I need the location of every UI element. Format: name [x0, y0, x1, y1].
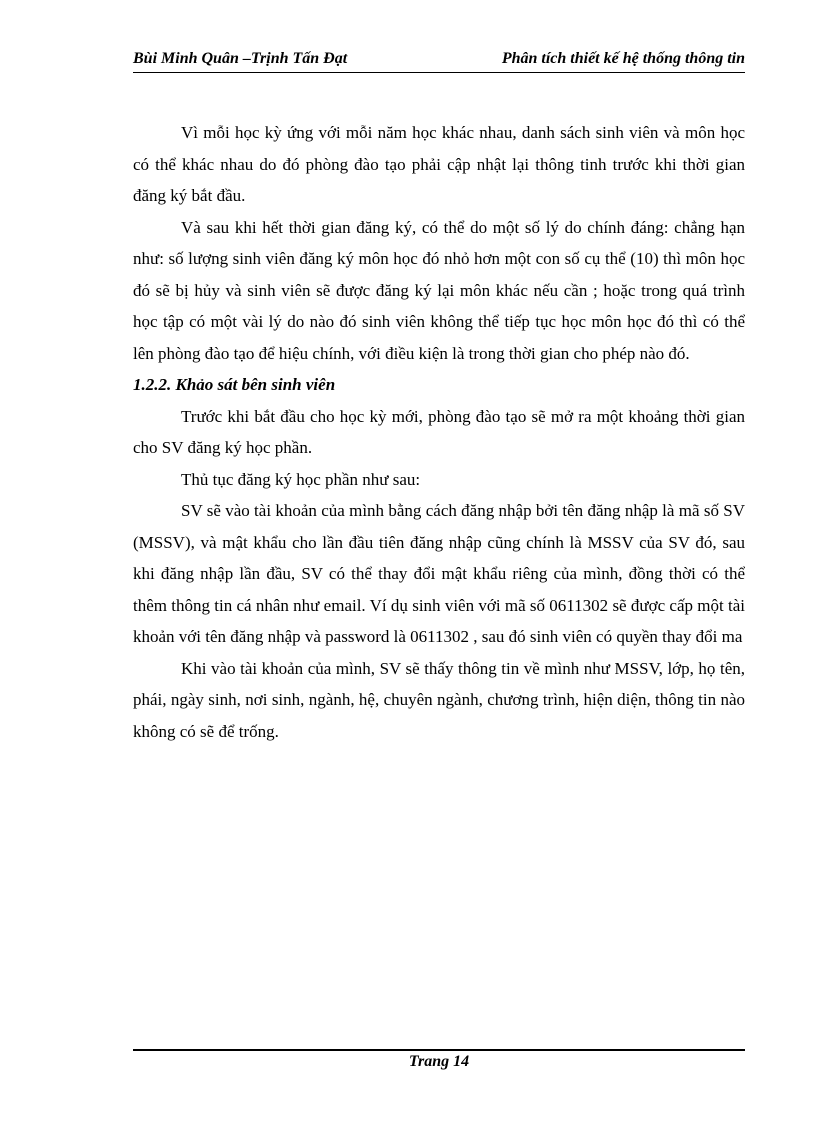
paragraph-5: SV sẽ vào tài khoản của mình bằng cách đăng nhập bởi tên đăng nhập là mã số SV (MSSV), và mật khẩu cho lần đầu tiên đăng nhập cũng chính là MSSV của SV đó, sau khi đăng nhập lần đầu, SV có thể thay đổi mật khẩu riêng của mình, đồng thời có thể thêm thông tin cá nhân như email. Ví dụ sinh viên với mã số 0611302 sẽ được cấp một tài khoản với tên đăng nhập và password là 0611302 , sau đó sinh viên có quyền thay đổi ma: [133, 501, 745, 646]
header-authors: Bùi Minh Quân –Trịnh Tấn Đạt: [133, 50, 348, 67]
section-heading: 1.2.2. Khảo sát bên sinh viên: [133, 375, 336, 394]
header-title: Phân tích thiết kế hệ thống thông tin: [501, 50, 745, 67]
footer-divider: [133, 1049, 745, 1051]
paragraph-3: Trước khi bắt đầu cho học kỳ mới, phòng đào tạo sẽ mở ra một khoảng thời gian cho SV đăng ký học phần.: [133, 406, 745, 457]
paragraph-4: Thủ tục đăng ký học phần như sau:: [181, 469, 421, 489]
document-body: [133, 117, 745, 747]
paragraph-1: Vì mỗi học kỳ ứng với mỗi năm học khác nhau, danh sách sinh viên và môn học có thể khác nhau do đó phòng đào tạo phải cập nhật lại thông tinh trước khi thời gian đăng ký bắt đầu.: [133, 123, 745, 205]
page-header: [133, 50, 745, 72]
paragraph-2: Và sau khi hết thời gian đăng ký, có thể do một số lý do chính đáng: chẳng hạn như: số lượng sinh viên đăng ký môn học đó nhỏ hơn một con số cụ thể (10) thì môn học đó sẽ bị hủy và sinh viên sẽ được đăng ký lại môn khác nếu cần ; hoặc trong quá trình học tập có một vài lý do nào đó sinh viên không thể tiếp tục học môn học đó thì có thể lên phòng đào tạo để hiệu chính, với điều kiện là trong thời gian cho phép nào đó.: [133, 217, 745, 363]
paragraph-6: Khi vào tài khoản của mình, SV sẽ thấy thông tin về mình như MSSV, lớp, họ tên, phái, ngày sinh, nơi sinh, ngành, hệ, chuyên ngành, chương trình, hiện diện, thông tin nào không có sẽ để trống.: [133, 658, 745, 741]
page-number: Trang 14: [408, 1053, 470, 1070]
header-divider: [133, 72, 745, 73]
